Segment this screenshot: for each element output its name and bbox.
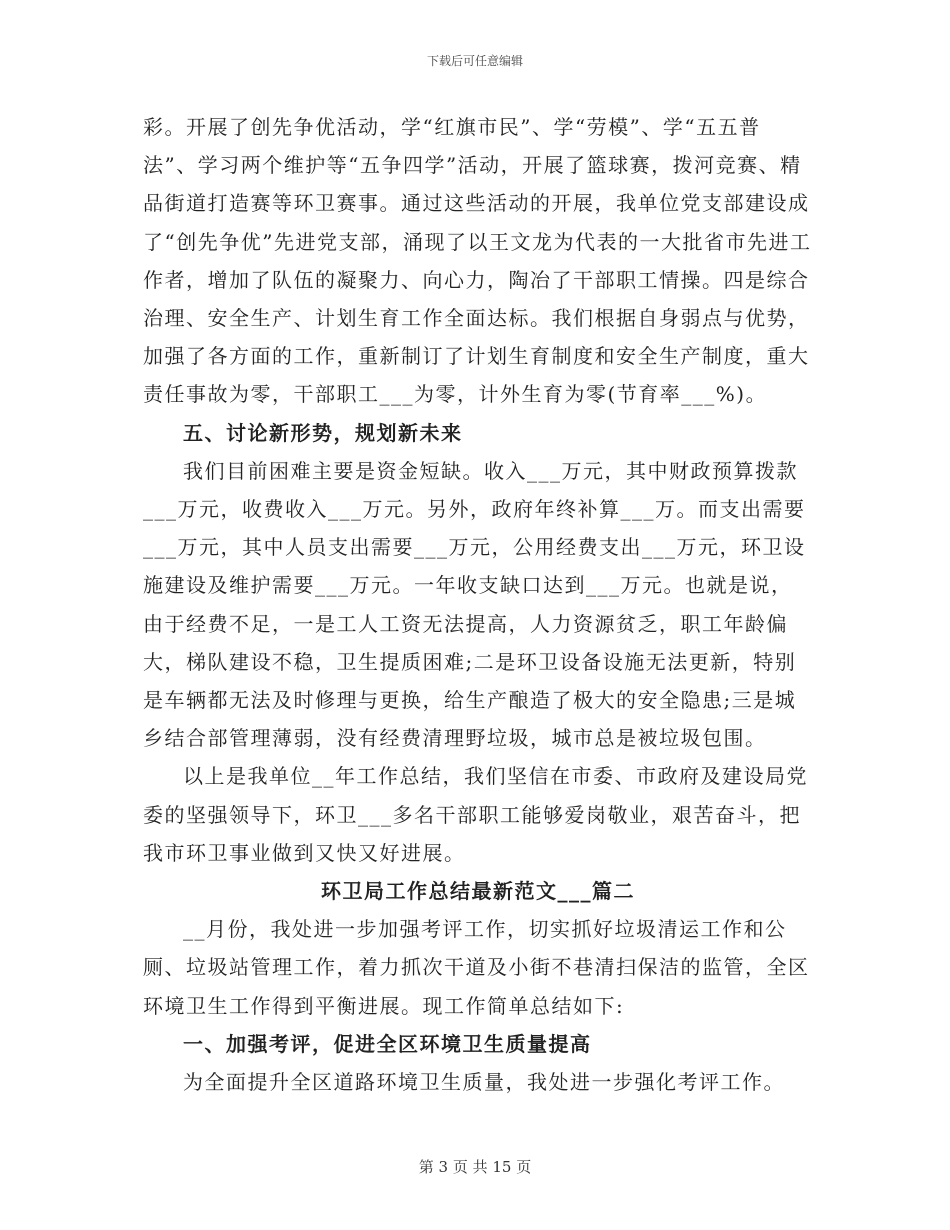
document-body [143,108,813,1101]
section-heading-one: 一、加强考评，促进全区环境卫生质量提高 [183,1031,592,1056]
page-number-footer: 第 3 页 共 15 页 [418,1158,532,1176]
paragraph-assessment: 为全面提升全区道路环境卫生质量，我处进一步强化考评工作。 [183,1070,785,1095]
section-heading-five: 五、讨论新形势，规划新未来 [183,420,463,445]
paragraph-intro-part-two: __月份，我处进一步加强考评工作，切实抓好垃圾清运工作和公厕、垃圾站管理工作，着力抓次干道及小街不巷清扫保洁的监管，全区环境卫生工作得到平衡进展。现工作简单总结如下: [143,917,810,1018]
paragraph-conclusion: 以上是我单位__年工作总结，我们坚信在市委、市政府及建设局党委的坚强领导下，环卫___多名干部职工能够爱岗敬业，艰苦奋斗，把我市环卫事业做到又快又好进展。 [143,764,808,865]
article-title-part-two: 环卫局工作总结最新范文___篇二 [321,879,635,904]
page-header-note: 下载后可任意编辑 [426,54,523,68]
paragraph-continuation: 彩。开展了创先争优活动，学“红旗市民”、学“劳模”、学“五五普法”、学习两个维护等“五争四学”活动，开展了篮球赛，拨河竞赛、精品街道打造赛等环卫赛事。通过这些活动的开展，我单位党支部建设成了“创先争优”先进党支部，涌现了以王文龙为代表的一大批省市先进工作者，增加了队伍的凝聚力、向心力，陶冶了干部职工情操。四是综合治理、安全生产、计划生育工作全面达标。我们根据自身弱点与优势，加强了各方面的工作，重新制订了计划生育制度和安全生产制度，重大责任事故为零，干部职工___为零，计外生育为零(节育率___%)。 [143,115,812,407]
paragraph-funding: 我们目前困难主要是资金短缺。收入___万元，其中财政预算拨款___万元，收费收入___万元。另外，政府年终补算___万。而支出需要___万元，其中人员支出需要___万元，公用经费支出___万元，环卫设施建设及维护需要___万元。一年收支缺口达到___万元。也就是说，由于经费不足，一是工人工资无法提高，人力资源贫乏，职工年龄偏大，梯队建设不稳，卫生提质困难;二是环卫设备设施无法更新，特别是车辆都无法及时修理与更换，给生产酿造了极大的安全隐患;三是城乡结合部管理薄弱，没有经费清理野垃圾，城市总是被垃圾包围。 [143,458,806,751]
